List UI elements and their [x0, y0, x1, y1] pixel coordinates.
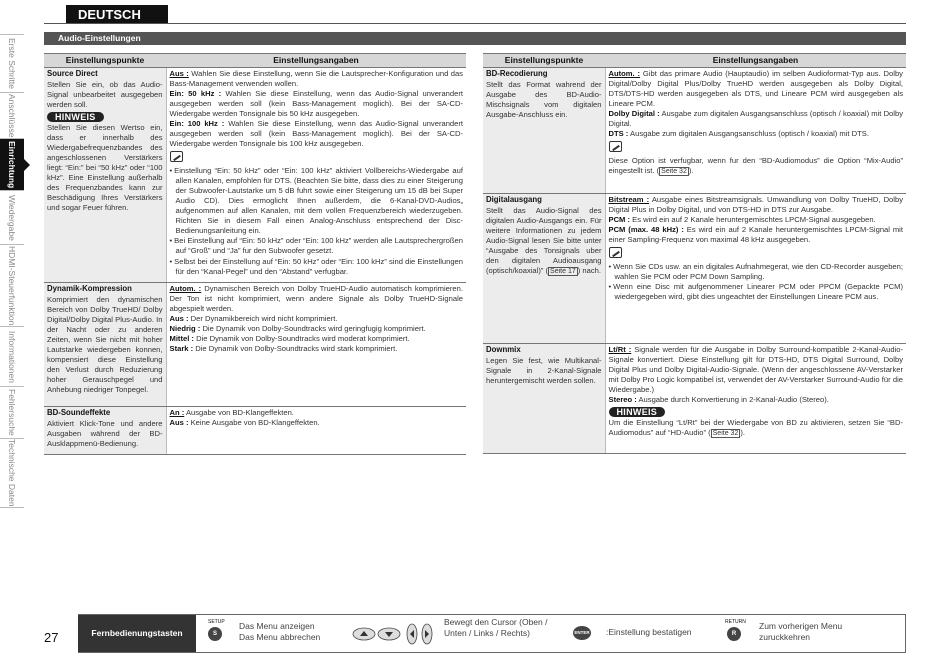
- setup-text-show: Das Menu anzeigen: [239, 621, 315, 631]
- param-dynamik-kompression: [44, 283, 166, 407]
- option-text: Ausgabe zum digitalen Ausgangsanschluss (optisch / koaxial) mit DTS.: [630, 129, 869, 139]
- option-label: Aus :: [169, 69, 189, 79]
- option-text: Die Dynamik von Dolby-Soundtracks wird geringfugig komprimiert.: [202, 324, 426, 334]
- option-label: Bitstream :: [608, 195, 650, 205]
- sidenav-einrichtung[interactable]: [0, 138, 24, 190]
- sidenav-label: HDMI-Steuerfunktion: [7, 245, 17, 326]
- option-label: DTS :: [608, 129, 629, 139]
- page-reference[interactable]: Seite 17: [550, 267, 576, 275]
- option-label: Dolby Digital :: [608, 109, 660, 119]
- param-name: Digitalausgang: [486, 195, 542, 205]
- note-pencil-icon: [170, 151, 183, 162]
- cursor-keys-icon[interactable]: [352, 623, 438, 645]
- option-text: Wahlen Sie diese Einstellung, wenn das Audio-Signal unverandert ausgegeben werden soll (kein Bass-Management moglich). Bei der SA-CD-Wiedergabe werden Tonsignale bis 50 kHz ausgegeben.: [169, 89, 463, 119]
- param-bd-recodierung: [483, 68, 605, 194]
- setup-key-caption: SETUP: [208, 619, 225, 625]
- return-button-icon[interactable]: R: [727, 627, 741, 641]
- column-header-details: Einstellungsangaben: [166, 54, 466, 68]
- sidenav-wiedergabe[interactable]: [0, 190, 24, 244]
- param-description: Legen Sie fest, wie Multikanal-Signale in 2-Kanal-Signale heruntergemischt werden sollen.: [486, 355, 602, 385]
- remote-keys-footer: [78, 614, 906, 653]
- note-text: Diese Option ist verfugbar, wenn fur den “BD-Audiomodus” die Option “Mix-Audio” eingestellt ist.: [608, 156, 903, 176]
- param-name: Source Direct: [47, 69, 98, 79]
- option-text: Die Dynamik von Dolby-Soundtracks wird stark komprimiert.: [195, 344, 398, 354]
- option-label: Ein: 100 kHz :: [169, 119, 225, 129]
- sidenav-label: Technische Daten: [7, 439, 17, 507]
- table-row: [483, 194, 906, 344]
- settings-bd-soundeffekte: [166, 407, 466, 455]
- header-rule: [44, 23, 906, 24]
- enter-button-icon[interactable]: ENTER: [573, 626, 591, 640]
- sidenav-label: Anschlüsse: [7, 93, 17, 138]
- table-row: [44, 68, 466, 283]
- table-row: [44, 407, 466, 455]
- param-description: Stellen Sie ein, ob das Audio-Signal unbearbeitet ausgegeben werden soll.: [47, 79, 163, 109]
- param-name: BD-Soundeffekte: [47, 408, 111, 418]
- option-text: Ausgabe durch Konvertierung in 2-Kanal-Audio (Stereo).: [638, 395, 829, 405]
- left-settings-table: [44, 53, 466, 455]
- column-header-settings: Einstellungspunkte: [483, 54, 605, 68]
- option-text: Es wird ein auf 2 Kanale heruntergemischtes LPCM-Signal mit einer Sampling-Frequenz von maximal 48 kHz ausgegeben.: [608, 225, 903, 245]
- note-pencil-icon: [609, 247, 622, 258]
- sidenav-technische-daten[interactable]: [0, 438, 24, 508]
- param-description: Komprimiert den dynamischen Bereich von Dolby TrueHD/ Dolby Digital/Dolby Digital Plus-Audio. In der Nacht oder zu anderen Zeiten, wenn Sie nicht mit hoher Lautstarke wiedergeben konnen, kompensiert diese Einstellung den Verlust durch Reduzierung hoher Gerauschpegel und Anhebung niedriger Tonpegel.: [47, 294, 163, 394]
- table-row: [483, 68, 906, 194]
- option-text: Ausgabe von BD-Klangeffekten.: [185, 408, 294, 418]
- table-row: [44, 283, 466, 407]
- side-navigation: [0, 34, 24, 508]
- option-label: Lt/Rt :: [608, 345, 632, 355]
- settings-digitalausgang: [605, 194, 906, 344]
- param-name: BD-Recodierung: [486, 69, 548, 79]
- cursor-text: Bewegt den Cursor (Oben / Unten / Links / Rechts): [444, 617, 548, 638]
- option-label: Stereo :: [608, 395, 637, 405]
- option-label: PCM :: [608, 215, 631, 225]
- right-settings-table: [483, 53, 906, 454]
- note-item: • Selbst bei der Einstellung auf “Ein: 50 kHz” oder “Ein: 100 kHz” sind die Einstellungen für den “Kanal-Pegel” und den “Abstand” verfugbar.: [170, 257, 464, 277]
- sidenav-label: Erste Schritte: [7, 37, 17, 90]
- column-header-details: Einstellungsangaben: [605, 54, 906, 68]
- setup-button-icon[interactable]: S: [208, 627, 222, 641]
- settings-source-direct: [166, 68, 466, 283]
- option-text: Wahlen Sie diese Einstellung, wenn das Audio-Signal unverandert ausgegeben werden soll (kein Bass-Management moglich). Bei der SA-CD-Wiedergabe werden Tonsignale bis 100 kHz ausgegeben.: [169, 119, 463, 149]
- option-text: Der Dynamikbereich wird nicht komprimiert.: [190, 314, 338, 324]
- option-label: Niedrig :: [169, 324, 201, 334]
- param-source-direct: [44, 68, 166, 283]
- hinweis-end: ).: [740, 428, 745, 438]
- sidenav-fehlersuche[interactable]: [0, 386, 24, 438]
- param-name: Downmix: [486, 345, 521, 355]
- sidenav-hdmi-steuerfunktion[interactable]: [0, 244, 24, 326]
- param-description: Aktiviert Klick-Tone und andere Ausgaben während der BD-Ausklappmenü-Bedienung.: [47, 418, 163, 448]
- sidenav-label: Fehlersuche: [7, 389, 17, 436]
- option-label: Aus :: [169, 418, 189, 428]
- setup-text-cancel: Das Menu abbrechen: [239, 632, 321, 642]
- option-text: Es wird ein auf 2 Kanale heruntergemischtes LPCM-Signal ausgegeben.: [632, 215, 876, 225]
- note-item: • Einstellung “Ein: 50 kHz” oder “Ein: 100 kHz” aktiviert Vollbereichs-Wiedergabe auf allen Kanalen, empfohlen für DTS. (Beachten Sie bitte, dass dies zu einer Steigerung der Subwoofer-Lautstarke um 5 dB fuhrt sowie einer Steigerung um 15 dB bei Super Audio CD). Dies ermoglicht Ihnen außerdem, die 6-Kanal-DVD-Audios„ aufgenommen auf allen Kanalen, mit dem vollen Frequenzbereich wiederzugeben. Richten Sie in diesem Fall einen Analog-Anschluss entsprechend der Disc-Bedienungsanleitung ein.: [170, 166, 464, 236]
- param-bd-soundeffekte: [44, 407, 166, 455]
- hinweis-text: Um die Einstellung “Lt/Rt” bei der Wiedergabe von BD zu aktivieren, setzen Sie “BD-Audiomodus” auf “HD-Audio”: [608, 418, 903, 438]
- return-key-caption: RETURN: [725, 619, 746, 625]
- hinweis-badge: HINWEIS: [609, 407, 666, 417]
- option-text: Dynamischen Bereich von Dolby TrueHD-Audio automatisch komprimieren. Der Ton ist nicht komprimiert, wenn andere Signale als Dolby TrueHD-Signale abgespielt werden.: [169, 284, 463, 314]
- hinweis-text: Stellen Sie diesen Wertso ein, dass er innerhalb des Wiedergabefrequenzbandes des angeschlossenen Verstärkers liegt: “Ein:” bei “50 kHz” oder “100 kHz”. Eine Einstellung außerhalb des Frequenzbandes kann zur Beschädigung Ihres Verstärkers und sogar Feuer führen.: [47, 122, 163, 212]
- option-text: Wahlen Sie diese Einstellung, wenn Sie die Lautsprecher-Konfiguration und das Bass-Management verwenden wollen.: [169, 69, 463, 89]
- option-label: Autom. :: [608, 69, 641, 79]
- section-title-bar: Audio-Einstellungen: [44, 32, 906, 45]
- option-label: Stark :: [169, 344, 194, 354]
- note-pencil-icon: [609, 141, 622, 152]
- param-downmix: [483, 344, 605, 454]
- param-description: Stellt das Format wahrend der Ausgabe des BD-Audio-Mischsignals vom digitalen Ausgabe-Anschluss ein.: [486, 79, 602, 119]
- language-tab: DEUTSCH: [66, 5, 168, 23]
- settings-dynamik-kompression: [166, 283, 466, 407]
- note-item: • Wenn Sie CDs usw. an ein digitales Aufnahmegerat, wie den CD-Recorder ausgeben; wahlen Sie PCM oder PCM Down Sampling.: [609, 262, 904, 282]
- sidenav-label: Wiedergabe: [7, 194, 17, 241]
- sidenav-label: Einrichtung: [7, 140, 17, 189]
- option-label: Mittel :: [169, 334, 194, 344]
- option-text: Keine Ausgabe von BD-Klangeffekten.: [190, 418, 320, 428]
- desc-end: ) nach.: [577, 265, 601, 275]
- enter-text: :Einstellung bestatigen: [606, 627, 692, 637]
- settings-downmix: Lt/Rt : Signale werden für die Ausgabe in Dolby Surround-kompatible 2-Kanal-Audio-Signale konvertiert. Diese Einstellung gilt für DTS-HD, DTS Digital Surround, Dolby Digital Plus und Dolby Digital-Audio-Signale. (Wenn der angeschlossene AV-Verstarker mit Dolby Pro Logic kompatibel ist, verwendet der AV-Verstarker Surround-Audio für die Wiedergabe.) Stereo : Ausgabe durch Konvertierung in 2-Kanal-Audio (Stereo). HINWEIS Um die Einstellung “Lt/Rt” bei der Wiedergabe von BD zu aktivieren, setzen Sie “BD-Audiomodus” auf “HD-Audio” ( Seite 32 ).: [605, 344, 906, 454]
- page-reference[interactable]: Seite 32: [712, 430, 739, 438]
- option-label: PCM (max. 48 kHz) :: [608, 225, 684, 235]
- page-reference[interactable]: Seite 32: [661, 168, 687, 176]
- sidenav-informationen[interactable]: [0, 326, 24, 386]
- param-description: Stellt das Audio-Signal des digitalen Audio-Ausgangs ein. Für weitere Informationen zu jedem Audio-Signal lesen Sie bitte unter “Ausgabe des Tonsignals uber den digitalen Audioausgang (optisch/koaxial)”: [486, 205, 602, 275]
- option-text: Gibt das primare Audio (Hauptaudio) im selben Audioformat-Typ aus. Dolby Digital/Dolby Digital Plus/Dolby TrueHD werden ausgegeben als Dolby Digital, DTS/DTS-HD werden ausgegeben als DTS, und Lineare PCM wird ausgegeben als Lineare PCM.: [608, 69, 903, 109]
- note-item: • Bei Einstellung auf “Ein: 50 kHz” oder “Ein: 100 kHz” werden alle Lautsprechergroßen auf “Groß” und “Ja” fur den Subwoofer gesetzt.: [170, 236, 464, 256]
- param-name: Dynamik-Kompression: [47, 284, 132, 294]
- page-number: 27: [44, 630, 59, 645]
- table-row: [483, 344, 906, 454]
- option-text: Signale werden für die Ausgabe in Dolby Surround-kompatible 2-Kanal-Audio-Signale konvertiert. Diese Einstellung gilt für DTS-HD, DTS Digital Surround, Dolby Digital Plus und Dolby Digital-Audio-Signale. (Wenn der angeschlossene AV-Verstarker mit Dolby Pro Logic kompatibel ist, verwendet der AV-Verstarker Surround-Audio für die Wiedergabe.): [608, 345, 903, 395]
- option-text: Ausgabe zum digitalen Ausgangsanschluss (optisch / koaxial) mit Dolby Digital.: [608, 109, 903, 129]
- note-item: • Wenn eine Disc mit aufgenommener Linearer PCM oder PPCM (Gepackte PCM) wiedergegeben wird, gibt dies ungeachtet der Einstellungen Lineare PCM aus.: [609, 282, 904, 302]
- sidenav-anschluesse[interactable]: [0, 92, 24, 138]
- option-label: Ein: 50 kHz :: [169, 89, 222, 99]
- return-text: Zum vorherigen Menu zuruckkehren: [759, 621, 843, 642]
- option-text: Ausgabe eines Bitstreamsignals. Umwandlung von Dolby TrueHD, Dolby Digital Plus in Dolby Digital, und von DTS-HD in DTS zur Ausgabe.: [608, 195, 903, 215]
- param-digitalausgang: Digitalausgang Stellt das Audio-Signal des digitalen Audio-Ausgangs ein. Für weitere Informationen zu jedem Audio-Signal lesen Sie bitte unter “Ausgabe des Tonsignals uber den digitalen Audioausgang (optisch/koaxial)” ( Seite 17 ) nach.: [483, 194, 605, 344]
- option-label: An :: [169, 408, 185, 418]
- option-label: Autom. :: [169, 284, 202, 294]
- column-header-settings: Einstellungspunkte: [44, 54, 166, 68]
- settings-bd-recodierung: Autom. : Gibt das primare Audio (Hauptaudio) im selben Audioformat-Typ aus. Dolby Digital/Dolby Digital Plus/Dolby TrueHD werden ausgegeben als Dolby Digital, DTS/DTS-HD werden ausgegeben als DTS, und Lineare PCM wird ausgegeben als Lineare PCM. Dolby Digital : Ausgabe zum digitalen Ausgangsanschluss (optisch / koaxial) mit Dolby Digital. DTS : Ausgabe zum digitalen Ausgangsanschluss (optisch / koaxial) mit DTS. Diese Option ist verfugbar, wenn fur den “BD-Audiomodus” die Option “Mix-Audio” eingestellt ist. ( Seite 32 ).: [605, 68, 906, 194]
- note-end: ).: [688, 166, 694, 176]
- hinweis-badge: HINWEIS: [47, 112, 104, 122]
- footer-label: Fernbedienungstasten: [78, 615, 196, 652]
- sidenav-label: Informationen: [7, 330, 17, 383]
- sidenav-erste-schritte[interactable]: [0, 34, 24, 92]
- option-text: Die Dynamik von Dolby-Soundtracks wird moderat komprimiert.: [196, 334, 410, 344]
- option-label: Aus :: [169, 314, 189, 324]
